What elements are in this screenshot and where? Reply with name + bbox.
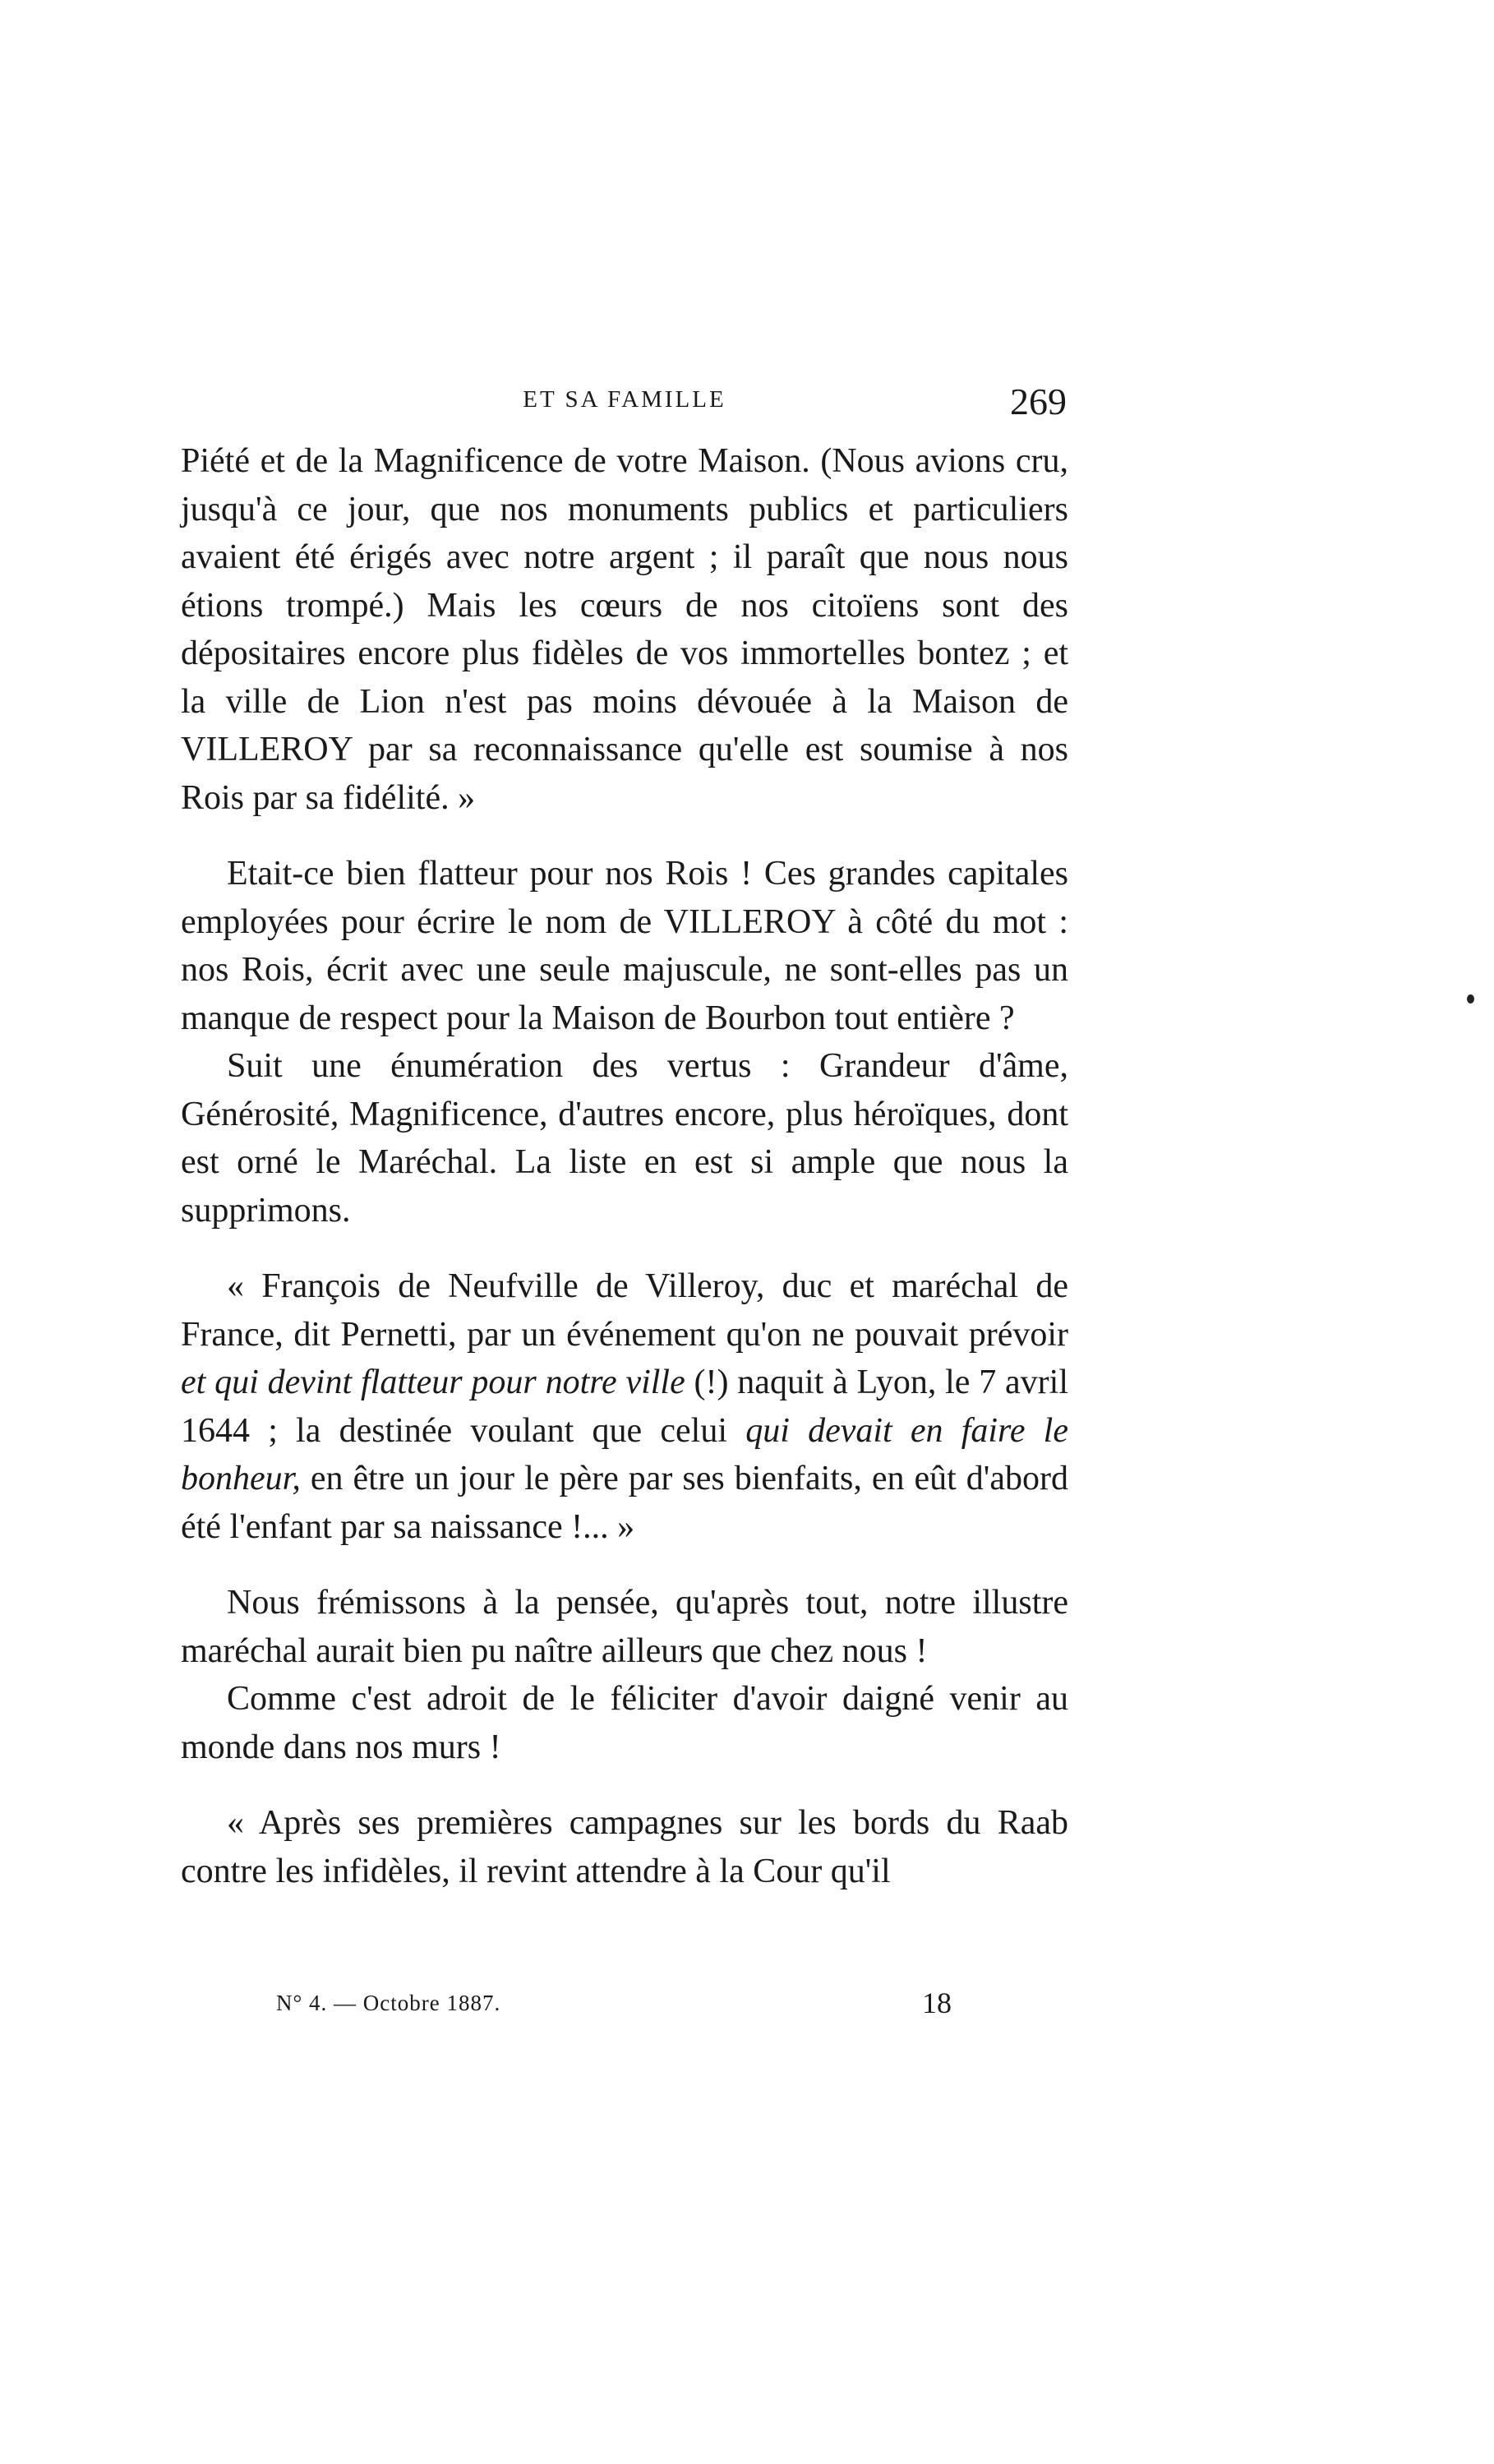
signature-footer <box>276 1986 984 2023</box>
page-number: 269 <box>1010 381 1067 422</box>
sheet-number: 18 <box>922 1986 952 2019</box>
body-text <box>181 437 1068 1895</box>
quote-italic-2: qui devait en faire le bonheur, <box>181 1411 1068 1497</box>
quote-italic-1: et qui devint flatteur pour notre ville <box>181 1364 685 1401</box>
running-title: ET SA FAMILLE <box>523 386 726 413</box>
paragraph-irony: Comme c'est adroit de le féliciter d'avoir daigné venir au monde dans nos murs ! <box>181 1680 1068 1766</box>
paragraph-continued: Piété et de la Magnificence de votre Maison. (Nous avions cru, jusqu'à ce jour, que nos monuments publics et particuliers avaient été érigés avec notre argent ; il paraît que nous nous étions trompé.) Mais les cœurs de nos citoïens sont des dépositaires encore plus fidèles de vos immortelles bontez ; et la ville de Lion n'est pas moins dévouée à la Maison de VILLEROY par sa reconnaissance qu'elle est soumise à nos Rois par sa fidélité. » <box>181 442 1068 817</box>
running-header <box>182 380 1067 429</box>
paragraph-quotation <box>181 1262 1068 1551</box>
ink-speck <box>1467 994 1474 1004</box>
quote-part-1: « François de Neufville de Villeroy, duc et maréchal de France, dit Pernetti, par un événement qu'on ne pouvait prévoir <box>181 1267 1068 1354</box>
paragraph-commentary: Etait-ce bien flatteur pour nos Rois ! Ces grandes capitales employées pour écrire le nom de VILLEROY à côté du mot : nos Rois, écrit avec une seule majuscule, ne sont-elles pas un manque de respect pour la Maison de Bourbon tout entière ? <box>181 855 1068 1037</box>
quote-part-3: en être un jour le père par ses bienfaits, en eût d'abord été l'enfant par sa naissance !... » <box>181 1460 1069 1546</box>
quote-part-2: (!) naquit à Lyon, le 7 avril 1644 ; la destinée voulant que celui <box>181 1364 1068 1450</box>
paragraph-campaigns: « Après ses premières campagnes sur les bords du Raab contre les infidèles, il revint attendre à la Cour qu'il <box>181 1804 1068 1890</box>
paragraph-remark: Nous frémissons à la pensée, qu'après tout, notre illustre maréchal aurait bien pu naître ailleurs que chez nous ! <box>181 1584 1068 1670</box>
issue-line: N° 4. — Octobre 1887. <box>276 1991 501 2015</box>
paragraph-virtues: Suit une énumération des vertus : Grandeur d'âme, Générosité, Magnificence, d'autres encore, plus héroïques, dont est orné le Maréchal. La liste en est si ample que nous la supprimons. <box>181 1047 1068 1230</box>
